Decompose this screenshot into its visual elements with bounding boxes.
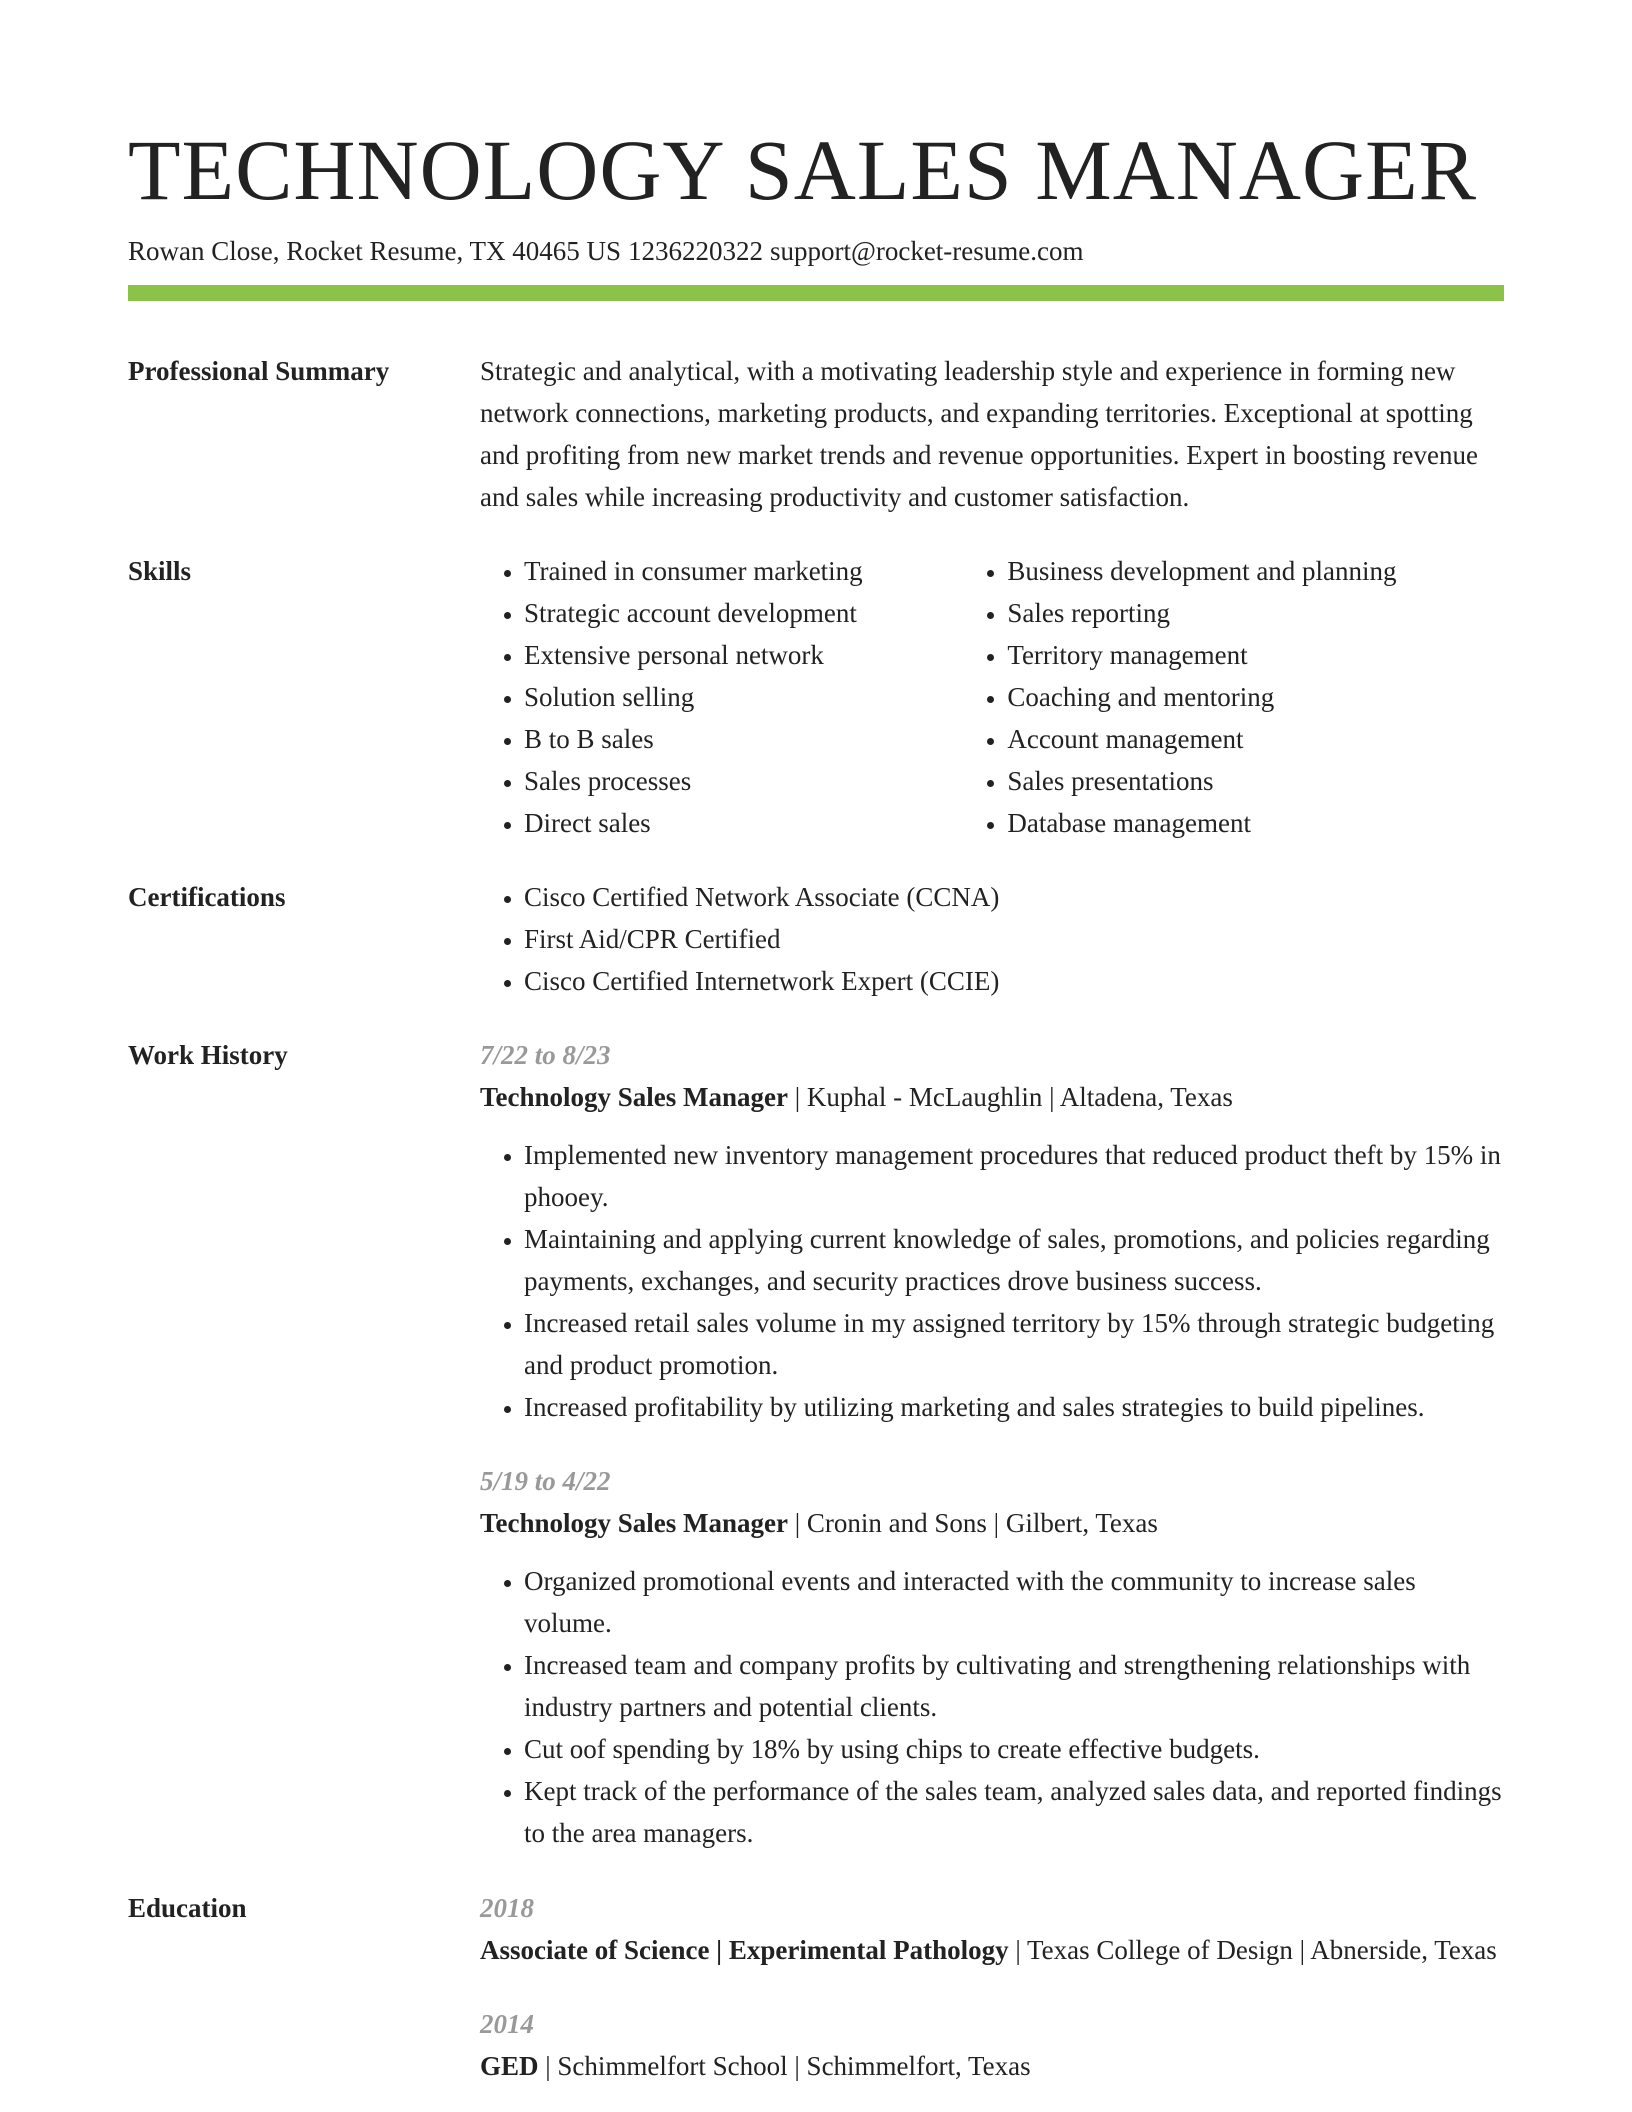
section-title-certifications: Certifications [128,882,286,912]
job-details: | Cronin and Sons | Gilbert, Texas [788,1508,1158,1538]
job-entry [480,1034,1504,1428]
education-entry [480,1887,1504,1971]
certifications-list [480,876,1504,1002]
skill-item: • Trained in consumer marketing [524,550,963,592]
job-bullet: • Kept track of the performance of the sales team, analyzed sales data, and reported findings to the area managers. [524,1770,1504,1854]
job-role: Technology Sales Manager [480,1508,789,1538]
summary-body [480,350,1504,518]
certification-item: • Cisco Certified Internetwork Expert (CCIE) [524,960,1504,1002]
education-details: | Texas College of Design | Abnerside, Texas [1008,1935,1497,1965]
section-title-education: Education [128,1893,247,1923]
skill-item: • Extensive personal network [524,634,963,676]
job-bullet: • Increased profitability by utilizing marketing and sales strategies to build pipelines. [524,1386,1504,1428]
job-dates: 5/19 to 4/22 [480,1466,611,1496]
job-bullet: • Increased retail sales volume in my assigned territory by 15% through strategic budgeting and product promotion. [524,1302,1504,1386]
job-dates: 7/22 to 8/23 [480,1040,611,1070]
work-history-body [480,1034,1504,1854]
job-bullet: • Organized promotional events and interacted with the community to increase sales volume. [524,1560,1504,1644]
education-entry [480,2003,1504,2087]
education-body [480,1887,1504,2087]
job-role: Technology Sales Manager [480,1082,789,1112]
education-year: 2014 [480,2009,534,2039]
resume-header [128,120,1504,270]
skill-item: • Direct sales [524,802,963,844]
job-bullet: • Maintaining and applying current knowledge of sales, promotions, and policies regarding payments, exchanges, and security practices drove business success. [524,1218,1504,1302]
section-title-summary: Professional Summary [128,356,390,386]
job-bullets [480,1134,1504,1428]
job-heading [480,1076,1504,1118]
education-heading [480,1929,1504,1971]
certifications-body [480,876,1504,1002]
job-bullet: • Increased team and company profits by cultivating and strengthening relationships with industry partners and potential clients. [524,1644,1504,1728]
education-details: | Schimmelfort School | Schimmelfort, Texas [538,2051,1031,2081]
skill-item: • Sales presentations [1007,760,1504,802]
skill-item: • Database management [1007,802,1504,844]
skill-item: • B to B sales [524,718,963,760]
skills-list-left [480,550,963,844]
section-title-skills: Skills [128,556,192,586]
skill-item: • Territory management [1007,634,1504,676]
certification-item: • First Aid/CPR Certified [524,918,1504,960]
skill-item: • Strategic account development [524,592,963,634]
header-divider [128,285,1504,301]
contact-line [128,232,1504,270]
contact-address: Rowan Close, Rocket Resume, TX 40465 US [128,236,621,266]
summary-text: Strategic and analytical, with a motivating leadership style and experience in forming new network connections, marketing products, and expanding territories. Exceptional at spotting and profiting from new market trends and revenue opportunities. Expert in boosting revenue and sales while increasing productivity and customer satisfaction. [480,356,1478,512]
education-degree: GED [480,2051,539,2081]
job-bullet: • Implemented new inventory management procedures that reduced product theft by 15% in phooey. [524,1134,1504,1218]
job-heading [480,1502,1504,1544]
job-bullet: • Cut oof spending by 18% by using chips to create effective budgets. [524,1728,1504,1770]
education-year: 2018 [480,1893,534,1923]
job-bullets [480,1560,1504,1854]
skill-item: • Sales processes [524,760,963,802]
skill-item: • Solution selling [524,676,963,718]
skill-item: • Coaching and mentoring [1007,676,1504,718]
skills-list-right [963,550,1504,844]
job-details: | Kuphal - McLaughlin | Altadena, Texas [788,1082,1233,1112]
skill-item: • Sales reporting [1007,592,1504,634]
skill-item: • Account management [1007,718,1504,760]
certification-item: • Cisco Certified Network Associate (CCNA) [524,876,1504,918]
job-entry [480,1460,1504,1854]
contact-email: support@rocket-resume.com [769,236,1084,266]
skill-item: • Business development and planning [1007,550,1504,592]
resume-name: TECHNOLOGY SALES MANAGER [128,122,1478,218]
section-title-work-history: Work History [128,1040,288,1070]
education-heading [480,2045,1504,2087]
contact-phone: 1236220322 [627,236,763,266]
education-degree: Associate of Science | Experimental Pathology [480,1935,1009,1965]
skills-body [480,550,1504,844]
